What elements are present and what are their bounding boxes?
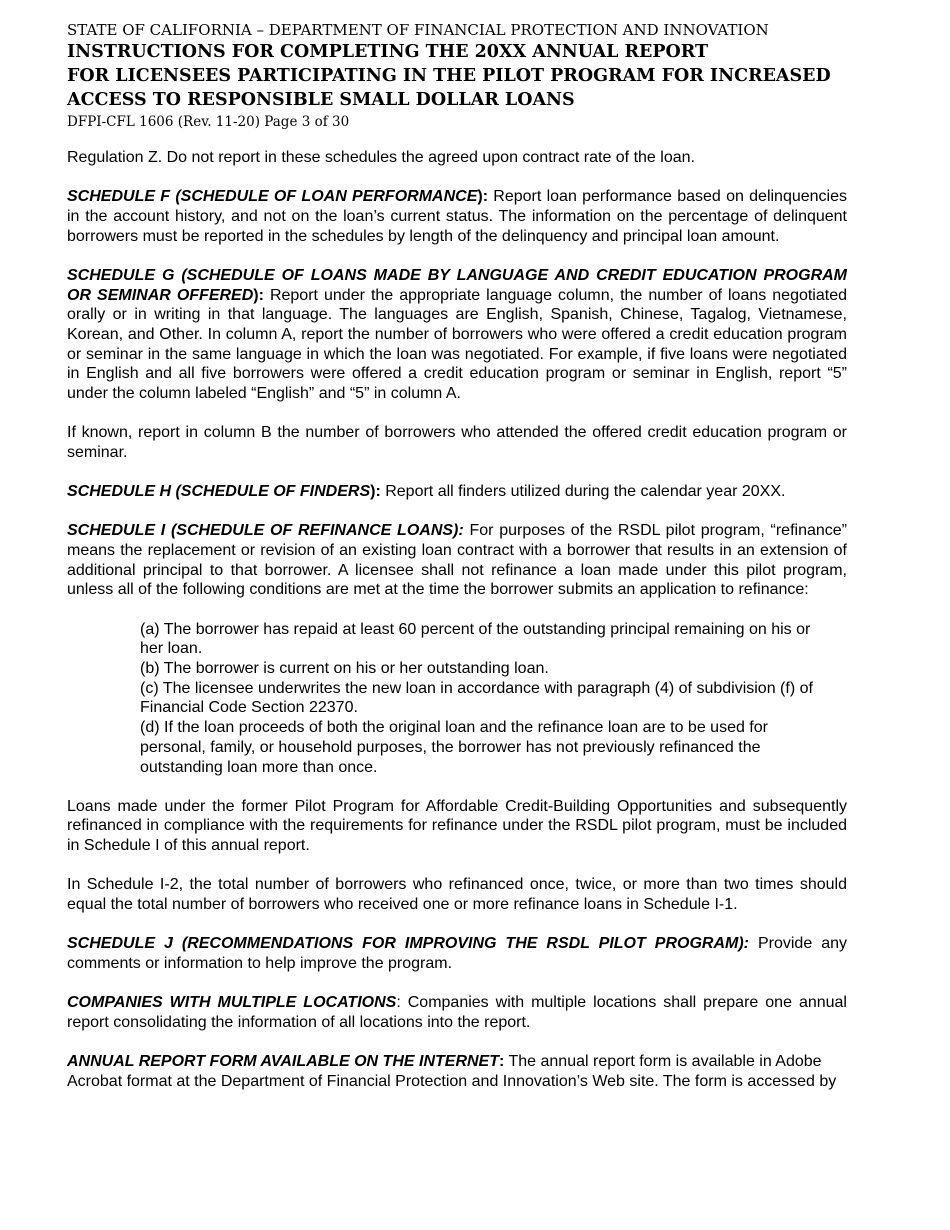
schedule-h-paragraph	[67, 482, 847, 502]
condition-d: (d) If the loan proceeds of both the original loan and the refinance loan are to be used for personal, family, or household purposes, the borrower has not previously refinanced the outstanding loan more than once.	[140, 719, 768, 776]
condition-c: (c) The licensee underwrites the new loan in accordance with paragraph (4) of subdivision (f) of Financial Code Section 22370.	[140, 679, 813, 717]
schedule-i2-paragraph: In Schedule I-2, the total number of borrowers who refinanced once, twice, or more than two times should equal the total number of borrowers who received one or more refinance loans in Schedule I-1.	[67, 876, 847, 914]
schedule-h-heading: SCHEDULE H (SCHEDULE OF FINDERS	[67, 483, 371, 501]
form-id-page-number: DFPI-CFL 1606 (Rev. 11-20) Page 3 of 30	[67, 114, 350, 130]
agency-name: STATE OF CALIFORNIA – DEPARTMENT OF FINANCIAL PROTECTION AND INNOVATION	[67, 21, 769, 39]
multiple-locations-paragraph	[67, 993, 847, 1032]
multiple-locations-heading: COMPANIES WITH MULTIPLE LOCATIONS	[67, 994, 397, 1012]
former-pilot-paragraph: Loans made under the former Pilot Program for Affordable Credit-Building Opportunities and subsequently refinanced in compliance with the requirements for refinance under the RSDL pilot program, must be included in Schedule I of this annual report.	[67, 797, 847, 855]
schedule-g-paragraph	[67, 266, 847, 404]
intro-paragraph: Regulation Z. Do not report in these schedules the agreed upon contract rate of the loan.	[67, 149, 695, 166]
document-header	[67, 20, 867, 131]
schedule-g-heading: SCHEDULE G (SCHEDULE OF LOANS MADE BY LANGUAGE AND CREDIT EDUCATION PROGRAM OR SEMINAR OFFERED	[67, 266, 847, 304]
schedule-i-paragraph	[67, 521, 847, 600]
multiple-locations-punct: :	[396, 994, 401, 1012]
schedule-g-text: Report under the appropriate language column, the number of loans negotiated orally or in writing in that language. The languages are English, Spanish, Chinese, Tagalog, Vietnamese, Korean, and Other. In column A, report the number of borrowers who were offered a credit education program or seminar in the same language in which the loan was negotiated. For example, if five loans were negotiated in English and all five borrowers were offered a credit education program or seminar in English, report “5” under the column labeled “English” and “5” in column A.	[67, 286, 848, 403]
schedule-f-heading-punct: ):	[477, 188, 489, 206]
schedule-h-heading-punct: ):	[370, 483, 381, 501]
multiple-locations-text: Companies with multiple locations shall prepare one annual report consolidating the information of all locations into the report.	[67, 994, 847, 1031]
annual-report-form-text: The annual report form is available in Adobe Acrobat format at the Department of Financial Protection and Innovation’s Web site. The form is accessed by	[67, 1053, 837, 1090]
schedule-j-text: Provide any comments or information to help improve the program.	[67, 935, 848, 972]
schedule-g-heading-punct: ):	[253, 286, 264, 304]
condition-b: (b) The borrower is current on his or her outstanding loan.	[140, 660, 549, 678]
condition-a: (a) The borrower has repaid at least 60 percent of the outstanding principal remaining on his or her loan.	[140, 620, 811, 658]
annual-report-form-heading: ANNUAL REPORT FORM AVAILABLE ON THE INTERNET	[67, 1053, 499, 1071]
refinance-conditions-list	[140, 620, 830, 778]
annual-report-form-paragraph	[67, 1052, 847, 1091]
schedule-j-heading: SCHEDULE J (RECOMMENDATIONS FOR IMPROVING THE RSDL PILOT PROGRAM):	[67, 935, 749, 953]
document-title-line-2: FOR LICENSEES PARTICIPATING IN THE PILOT PROGRAM FOR INCREASED	[67, 66, 831, 86]
schedule-j-paragraph	[67, 934, 847, 973]
document-title-line-1: INSTRUCTIONS FOR COMPLETING THE 20XX ANNUAL REPORT	[67, 42, 709, 62]
schedule-h-text: Report all finders utilized during the calendar year 20XX.	[380, 483, 786, 501]
schedule-f-paragraph	[67, 187, 847, 246]
schedule-i-heading: SCHEDULE I (SCHEDULE OF REFINANCE LOANS):	[67, 522, 464, 540]
schedule-i-text: For purposes of the RSDL pilot program, “refinance” means the replacement or revision of an existing loan contract with a borrower that results in an extension of additional principal to that borrower. A licensee shall not refinance a loan made under this pilot program, unless all of the following conditions are met at the time the borrower submits an application to refinance:	[67, 522, 847, 599]
column-b-paragraph: If known, report in column B the number of borrowers who attended the offered credit education program or seminar.	[67, 424, 847, 461]
document-body	[67, 148, 847, 1111]
schedule-f-heading: SCHEDULE F (SCHEDULE OF LOAN PERFORMANCE	[67, 188, 478, 206]
schedule-f-text: Report loan performance based on delinquencies in the account history, and not on the loan’s current status. The information on the percentage of delinquent borrowers must be reported in the schedules by length of the delinquency and principal loan amount.	[67, 188, 847, 245]
document-title-line-3: ACCESS TO RESPONSIBLE SMALL DOLLAR LOANS	[67, 90, 575, 110]
annual-report-form-punct: :	[499, 1053, 505, 1071]
